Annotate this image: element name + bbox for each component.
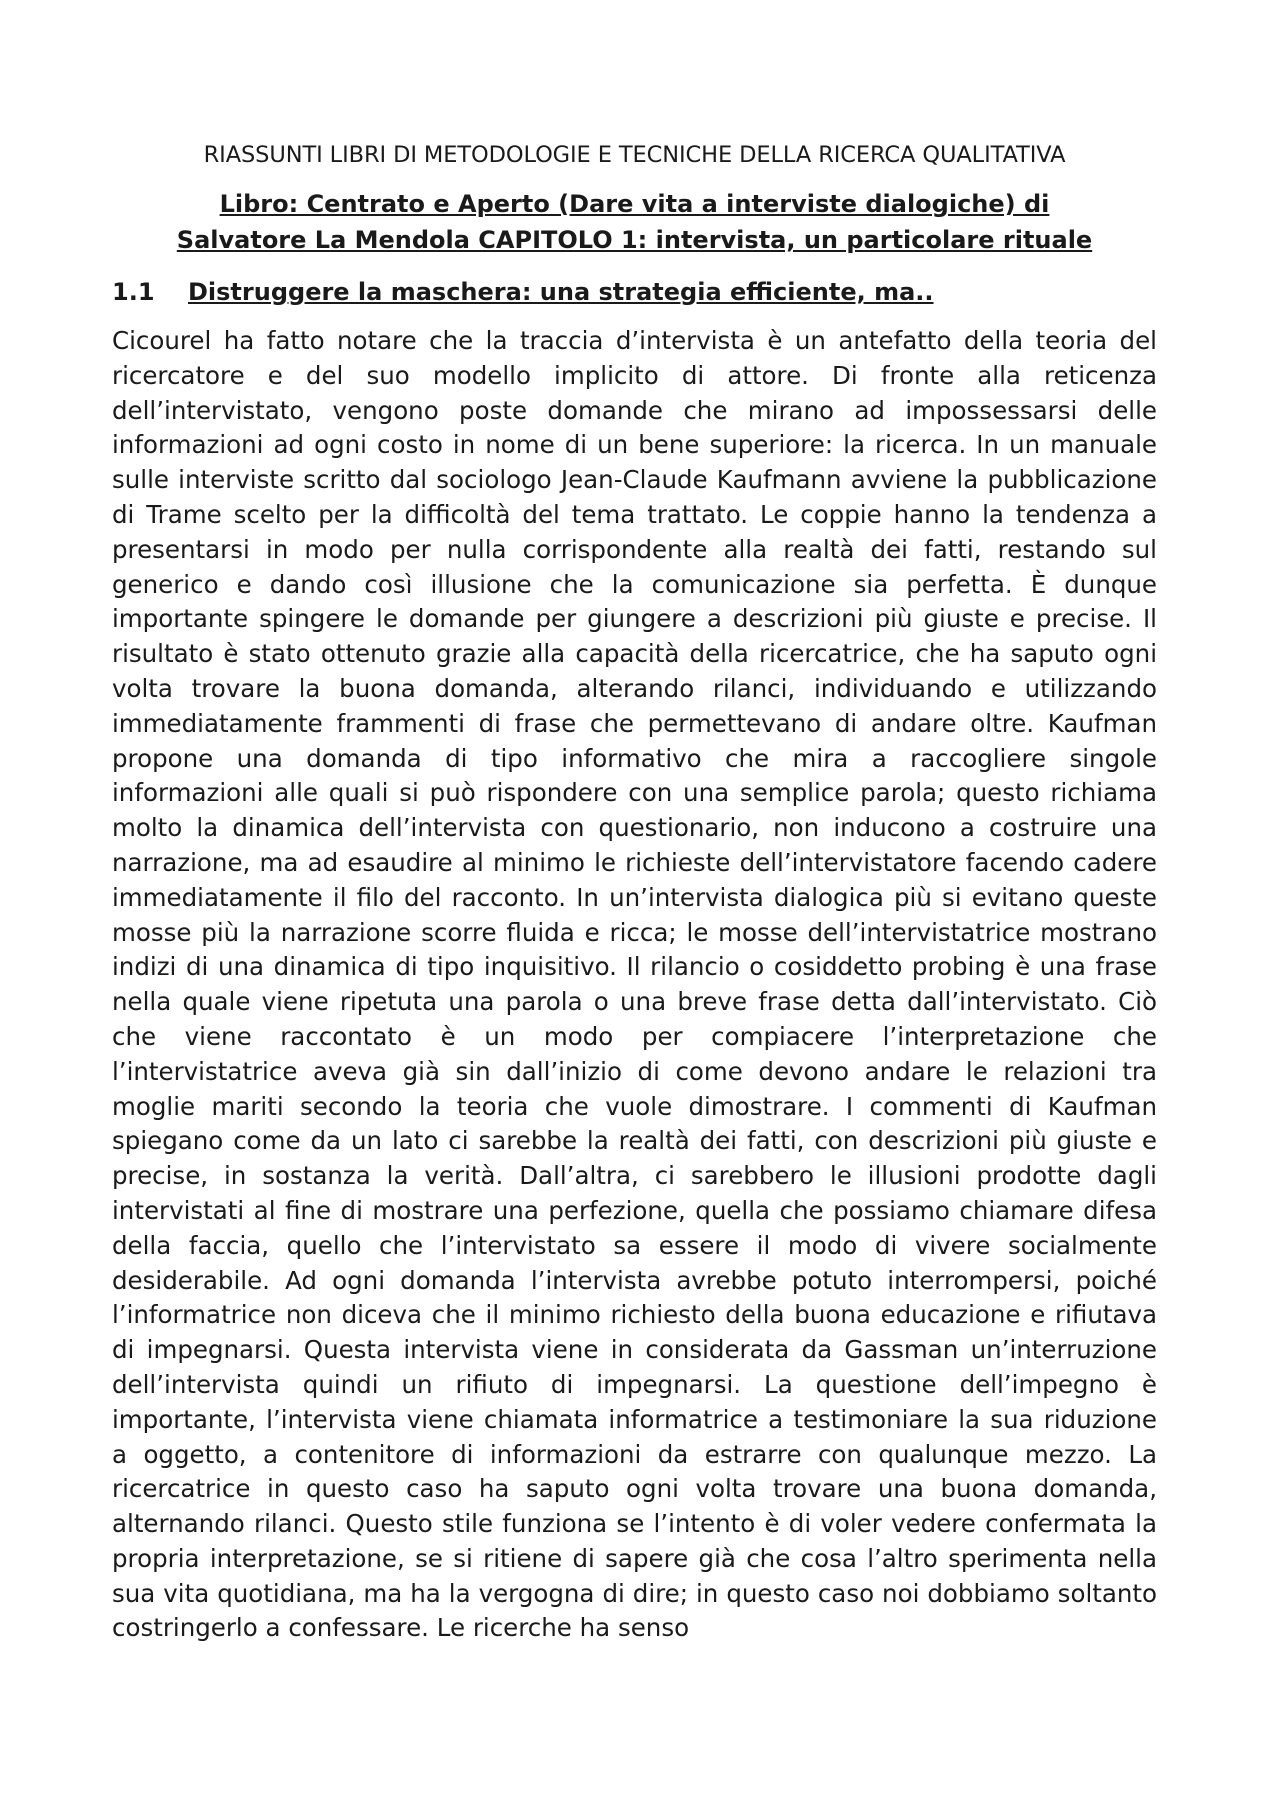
section-number: 1.1 (112, 278, 155, 306)
document-page (112, 0, 1157, 1671)
body-paragraph: Cicourel ha fatto notare che la traccia d’intervista è un antefatto della teoria del ricercatore e del suo modello implicito di attore. Di fronte alla reticenza dell’intervistato, vengono poste domande che mirano ad impossessarsi delle informazioni ad ogni costo in nome di un bene superiore: la ricerca. In un manuale sulle interviste scritto dal sociologo Jean-Claude Kaufmann avviene la pubblicazione di Trame scelto per la difficoltà del tema trattato. Le coppie hanno la tendenza a presentarsi in modo per nulla corrispondente alla realtà dei fatti, restando sul generico e dando così illusione che la comunicazione sia perfetta. È dunque importante spingere le domande per giungere a descrizioni più giuste e precise. Il risultato è stato ottenuto grazie alla capacità della ricercatrice, che ha saputo ogni volta trovare la buona domanda, alterando rilanci, individuando e utilizzando immediatamente frammenti di frase che permettevano di andare oltre. Kaufman propone una domanda di tipo informativo che mira a raccogliere singole informazioni alle quali si può rispondere con una semplice parola; questo richiama molto la dinamica dell’intervista con questionario, non inducono a costruire una narrazione, ma ad esaudire al minimo le richieste dell’intervistatore facendo cadere immediatamente il filo del racconto. In un’intervista dialogica più si evitano queste mosse più la narrazione scorre fluida e ricca; le mosse dell’intervistatrice mostrano indizi di una dinamica di tipo inquisitivo. Il rilancio o cosiddetto probing è una frase nella quale viene ripetuta una parola o una breve frase detta dall’intervistato. Ciò che viene raccontato è un modo per compiacere l’interpretazione che l’intervistatrice aveva già sin dall’inizio di come devono andare le relazioni tra moglie mariti secondo la teoria che vuole dimostrare. I commenti di Kaufman spiegano come da un lato ci sarebbe la realtà dei fatti, con descrizioni più giuste e precise, in sostanza la verità. Dall’altra, ci sarebbero le illusioni prodotte dagli intervistati al fine di mostrare una perfezione, quella che possiamo chiamare difesa della faccia, quello che l’intervistato sa essere il modo di vivere socialmente desiderabile. Ad ogni domanda l’intervista avrebbe potuto interrompersi, poiché l’informatrice non diceva che il minimo richiesto della buona educazione e rifiutava di impegnarsi. Questa intervista viene in considerata da Gassman un’interruzione dell’intervista quindi un rifiuto di impegnarsi. La questione dell’impegno è importante, l’intervista viene chiamata informatrice a testimoniare la sua riduzione a oggetto, a contenitore di informazioni da estrarre con qualunque mezzo. La ricercatrice in questo caso ha saputo ogni volta trovare una buona domanda, alternando rilanci. Questo stile funziona se l’intento è di voler vedere confermata la propria interpretazione, se si ritiene di sapere già che cosa l’altro sperimenta nella sua vita quotidiana, ma ha la vergogna di dire; in questo caso noi dobbiamo soltanto costringerlo a confessare. Le ricerche ha senso (112, 326, 1157, 1643)
title-line-2: Salvatore La Mendola CAPITOLO 1: intervista, un particolare rituale (176, 226, 1093, 254)
section-heading (112, 274, 1157, 310)
section-title: Distruggere la maschera: una strategia efficiente, ma.. (188, 278, 934, 306)
document-title (112, 186, 1157, 258)
document-header: RIASSUNTI LIBRI DI METODOLOGIE E TECNICHE DELLA RICERCA QUALITATIVA (203, 142, 1066, 168)
title-line-1: Libro: Centrato e Aperto (Dare vita a interviste dialogiche) di (219, 190, 1050, 218)
